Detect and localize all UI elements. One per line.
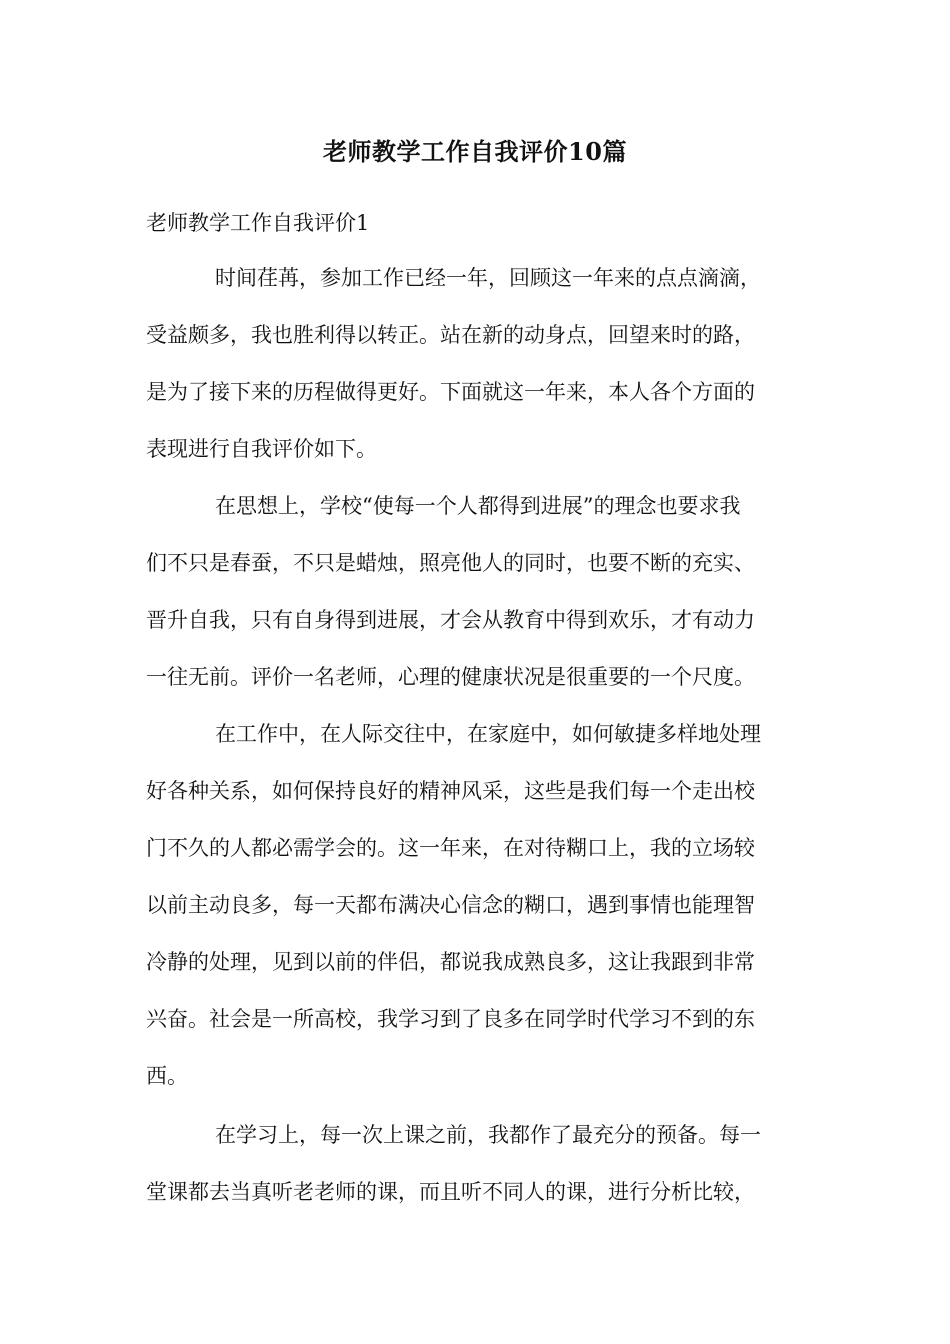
section-heading: 老师教学工作自我评价1: [146, 211, 370, 235]
paragraph-line: 是为了接下来的历程做得更好。下面就这一年来，本人各个方面的: [146, 380, 755, 404]
paragraph-line: 表现进行自我评价如下。: [146, 437, 377, 461]
paragraph-line: 一往无前。评价一名老师，心理的健康状况是很重要的一个尺度。: [146, 665, 755, 689]
paragraph-line: 时间荏苒，参加工作已经一年，回顾这一年来的点点滴滴，: [215, 266, 761, 290]
paragraph-line: 堂课都去当真听老老师的课，而且听不同人的课，进行分析比较，: [146, 1180, 755, 1204]
paragraph-line: 门不久的人都必需学会的。这一年来，在对待糊口上，我的立场较: [146, 836, 755, 860]
paragraph-line: 西。: [146, 1064, 188, 1088]
paragraph-line: 兴奋。社会是一所高校，我学习到了良多在同学时代学习不到的东: [146, 1007, 755, 1031]
paragraph-2: [146, 478, 806, 706]
paragraph-line: 受益颇多，我也胜利得以转正。站在新的动身点，回望来时的路，: [146, 323, 755, 347]
paragraph-line: 在工作中，在人际交往中，在家庭中，如何敏捷多样地处理: [215, 722, 761, 746]
document-title: 老师教学工作自我评价10篇: [323, 137, 627, 166]
paragraph-line: 晋升自我，只有自身得到进展，才会从教育中得到欢乐，才有动力: [146, 608, 755, 632]
paragraph-4: [146, 1107, 806, 1221]
paragraph-line: 们不只是春蚕，不只是蜡烛，照亮他人的同时，也要不断的充实、: [146, 551, 755, 575]
paragraph-line: 好各种关系，如何保持良好的精神风采，这些是我们每一个走出校: [146, 779, 755, 803]
paragraph-3: [146, 706, 806, 1105]
paragraph-line: 以前主动良多，每一天都布满决心信念的糊口，遇到事情也能理智: [146, 893, 755, 917]
paragraph-line: 在学习上，每一次上课之前，我都作了最充分的预备。每一: [215, 1123, 761, 1147]
paragraph-1: [146, 250, 806, 478]
paragraph-line: 在思想上，学校“使每一个人都得到进展”的理念也要求我: [215, 494, 741, 518]
paragraph-line: 冷静的处理，见到以前的伴侣，都说我成熟良多，这让我跟到非常: [146, 950, 755, 974]
